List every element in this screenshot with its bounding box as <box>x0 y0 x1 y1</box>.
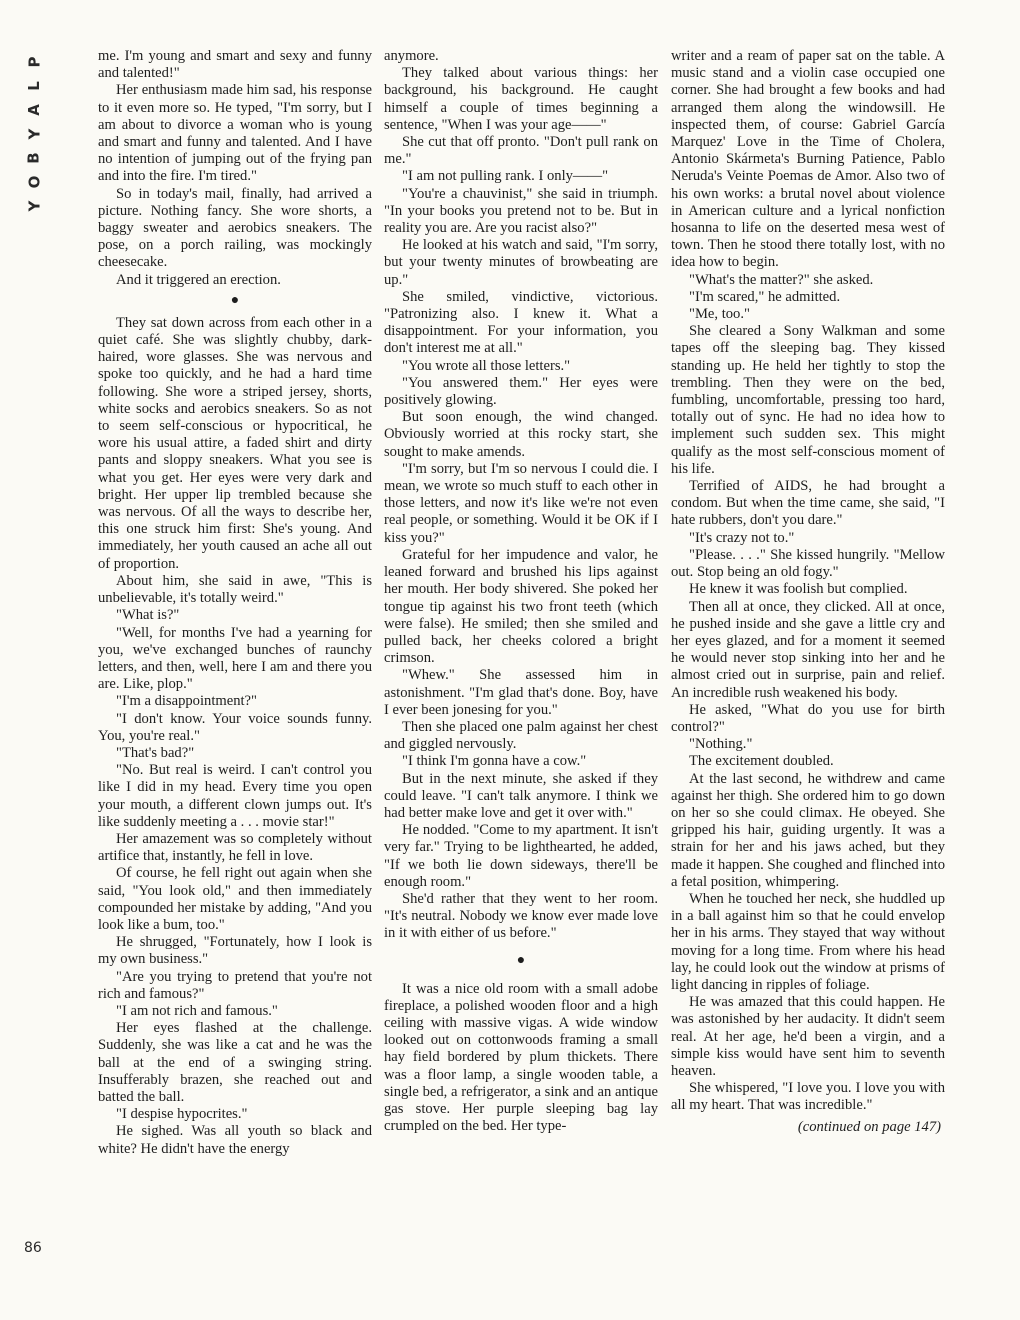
paragraph: "Are you trying to pretend that you're not rich and famous?" <box>98 968 372 1002</box>
paragraph: Then all at once, they clicked. All at once, he pushed inside and she gave a little cry and her eyes glazed, and for a moment it seemed he would never stop sinking into her and he almost cried out in surprise, pain and relief. An incredible rush weakened his body. <box>671 598 945 701</box>
paragraph: But soon enough, the wind changed. Obviously worried at this rocky start, she sought to make amends. <box>384 409 658 460</box>
paragraph: "Whew." She assessed him in astonishment. "I'm glad that's done. Boy, have I ever been jonesing for you." <box>384 667 658 718</box>
paragraph: Her enthusiasm made him sad, his response to it even more so. He typed, "I'm sorry, but I am about to divorce a woman who is young and smart and funny and talented. And I have no intention of jumping out of the frying pan and into the fire. I'm tired." <box>98 82 372 185</box>
paragraph: He knew it was foolish but complied. <box>689 581 908 598</box>
paragraph: "I'm sorry, but I'm so nervous I could die. I mean, we wrote so much stuff to each other in those letters, and now it's like we're not even real people, or something. Would it be OK if I kiss you?" <box>384 460 658 546</box>
masthead-letter: O <box>24 175 43 189</box>
section-divider: ● <box>230 292 240 308</box>
paragraph: "What's the matter?" she asked. <box>689 271 874 288</box>
paragraph: Terrified of AIDS, he had brought a condom. But when the time came, she said, "I hate rubbers, don't you dare." <box>671 478 945 529</box>
paragraph: He looked at his watch and said, "I'm sorry, but your twenty minutes of browbeating are up." <box>384 237 658 288</box>
paragraph: He sighed. Was all youth so black and white? He didn't have the energy <box>98 1123 372 1157</box>
paragraph: They sat down across from each other in a quiet café. She was slightly chubby, dark-haired, wore glasses. She was nervous and spoke too quickly, and he had a hard time following. She wore a striped jersey, shorts, white socks and aerobics sneakers. So as not to seem self-conscious or hypocritical, he wore his usual attire, a faded shirt and dirty pants and sloppy sneakers. What you see is what you get. Her eyes were very dark and bright. Her upper lip trembled because she was nervous. Of all the ways to describe her, this one struck him first: She's young. And immediately, her youth caused an ache all out of proportion. <box>98 314 372 572</box>
paragraph: So in today's mail, finally, had arrived a picture. Nothing fancy. She wore shorts, a baggy sweater and aerobics sneakers. The pose, on a porch railing, was mockingly cheesecake. <box>98 185 372 271</box>
paragraph: Of course, he fell right out again when she said, "You look old," and then immediately compounded her mistake by adding, "And you look like a bum, too." <box>98 865 372 933</box>
text-column-1 <box>98 48 372 1158</box>
paragraph: "No. But real is weird. I can't control you like I did in my head. Every time you open your mouth, a different clown jumps out. It's like suddenly meeting a . . . movie star!" <box>98 762 372 830</box>
masthead-letter: Y <box>25 128 43 140</box>
section-divider: ● <box>516 952 526 968</box>
paragraph: "I think I'm gonna have a cow." <box>402 753 587 770</box>
paragraph: They talked about various things: her background, his background. He caught himself a couple of times beginning a sentence, "When I was your age——" <box>384 65 658 133</box>
paragraph: me. I'm young and smart and sexy and funny and talented!" <box>98 48 372 82</box>
paragraph: "I'm scared," he admitted. <box>689 288 841 305</box>
paragraph: The excitement doubled. <box>689 753 834 770</box>
paragraph: She smiled, vindictive, victorious. "Patronizing also. I knew it. What a disappointment. For your information, you don't interest me at all." <box>384 288 658 357</box>
magazine-masthead <box>20 50 48 218</box>
masthead-letter: Y <box>25 200 43 212</box>
paragraph: writer and a ream of paper sat on the table. A music stand and a violin case occupied one corner. She had brought a few books and had arranged them along the windowsill. He inspected them, of course: Gabriel García Marquez' Love in the Time of Cholera, Antonio Skármeta's Burning Patience, Pablo Neruda's Veinte Poemas de Amor. Also two of his own works: a brutal novel about violence in American culture and a lyrical nonfiction hosanna to life on the deserted mesa west of town. Then he stood there totally lost, with no idea how to begin. <box>671 48 945 271</box>
paragraph: He nodded. "Come to my apartment. It isn't very far." Trying to be lighthearted, he added, "If we both lie down sideways, there'll be enough room." <box>384 822 658 890</box>
paragraph: "I am not pulling rank. I only——" <box>402 168 609 185</box>
paragraph: And it triggered an erection. <box>116 271 281 288</box>
masthead-letter: L <box>25 81 43 91</box>
paragraph: "That's bad?" <box>116 744 195 761</box>
paragraph: "It's crazy not to." <box>689 529 795 546</box>
paragraph: She cut that off pronto. "Don't pull rank on me." <box>384 134 658 168</box>
page-number: 86 <box>24 1240 42 1256</box>
paragraph: Her eyes flashed at the challenge. Suddenly, she was like a cat and he was the ball at the end of a swinging string. Insufferably brazen, she reached out and batted the ball. <box>98 1020 372 1105</box>
paragraph: "Nothing." <box>689 736 753 753</box>
paragraph: "What is?" <box>116 607 180 624</box>
paragraph: "You're a chauvinist," she said in triumph. "In your books you pretend not to be. But in reality you are. Are you racist also?" <box>384 185 658 237</box>
paragraph: "I'm a disappointment?" <box>116 693 257 710</box>
paragraph: Her amazement was so completely without artifice that, instantly, he fell in love. <box>98 830 372 865</box>
paragraph: "You answered them." Her eyes were positively glowing. <box>384 374 658 409</box>
paragraph: "I am not rich and famous." <box>116 1002 278 1019</box>
paragraph: Grateful for her impudence and valor, he leaned forward and brushed his lips against her mouth. Her body shivered. She poked her tongue tip against his two front teeth (which were false). He smiled; then she smiled and pulled back, her cheeks colored a bright crimson. <box>384 546 658 667</box>
text-column-2 <box>384 48 658 1135</box>
paragraph: "Please. . . ." She kissed hungrily. "Mellow out. Stop being an old fogy." <box>671 546 945 581</box>
paragraph: "Me, too." <box>689 306 750 323</box>
paragraph: About him, she said in awe, "This is unbelievable, it's totally weird." <box>98 572 372 607</box>
paragraph: anymore. <box>384 48 439 64</box>
continued-note: (continued on page 147) <box>797 1118 941 1135</box>
paragraph: "I don't know. Your voice sounds funny. You, you're real." <box>98 710 372 744</box>
text-column-3 <box>671 48 945 1136</box>
paragraph: It was a nice old room with a small adobe fireplace, a polished wooden floor and a high ceiling with massive vigas. A wide window looked out on cottonwoods framing a small hay field bordered by plum thickets. There was a floor lamp, a single wooden table, a single bed, a refrigerator, a sink and an antique gas stove. Her purple sleeping bag lay crumpled on the bed. Her type- <box>384 980 658 1135</box>
paragraph: "I despise hypocrites." <box>116 1106 248 1123</box>
paragraph: "You wrote all those letters." <box>402 357 571 374</box>
paragraph: She'd rather that they went to her room. "It's neutral. Nobody we know ever made love in it with either of us before." <box>384 890 658 942</box>
paragraph: But in the next minute, she asked if they could leave. "I can't talk anymore. I think we had better make love and get it over with." <box>384 770 658 821</box>
paragraph: She whispered, "I love you. I love you with all my heart. That was incredible." <box>671 1080 945 1114</box>
paragraph: When he touched her neck, she huddled up in a ball against him so that he could envelop her in his arms. They stayed that way without moving for a long time. From where his head lay, he could look out the window at prisms of light dancing in ripples of foliage. <box>671 890 945 993</box>
masthead-letter: B <box>25 152 43 164</box>
paragraph: "Well, for months I've had a yearning for you, we've exchanged bunches of raunchy letters, and then, well, here I am and there you are. Like, plop." <box>98 624 372 693</box>
paragraph: He asked, "What do you use for birth control?" <box>671 701 945 735</box>
paragraph: He shrugged, "Fortunately, how I look is my own business." <box>98 934 372 968</box>
paragraph: He was amazed that this could happen. He was astonished by her audacity. It didn't seem real. At her age, he'd been a virgin, and a simple kiss would have sent him to seventh heaven. <box>671 994 945 1079</box>
paragraph: At the last second, he withdrew and came against her thigh. She ordered him to go down on her so she could climax. He obeyed. She gripped his hair, guiding urgently. It was a strain for her and his jaws ached, but they made it happen. She coughed and flinched into a fetal position, whimpering. <box>671 770 945 890</box>
paragraph: Then she placed one palm against her chest and giggled nervously. <box>384 718 658 753</box>
masthead-letter: A <box>24 104 43 116</box>
paragraph: She cleared a Sony Walkman and some tapes off the sleeping bag. They kissed standing up. He held her tightly to stop the trembling. Then they were on the bed, fumbling, uncomfortable, pressing too hard, totally out of sync. He had no idea how to implement such sudden sex. This might qualify as the most self-conscious moment of his life. <box>671 323 945 477</box>
masthead-letter: P <box>25 56 43 68</box>
